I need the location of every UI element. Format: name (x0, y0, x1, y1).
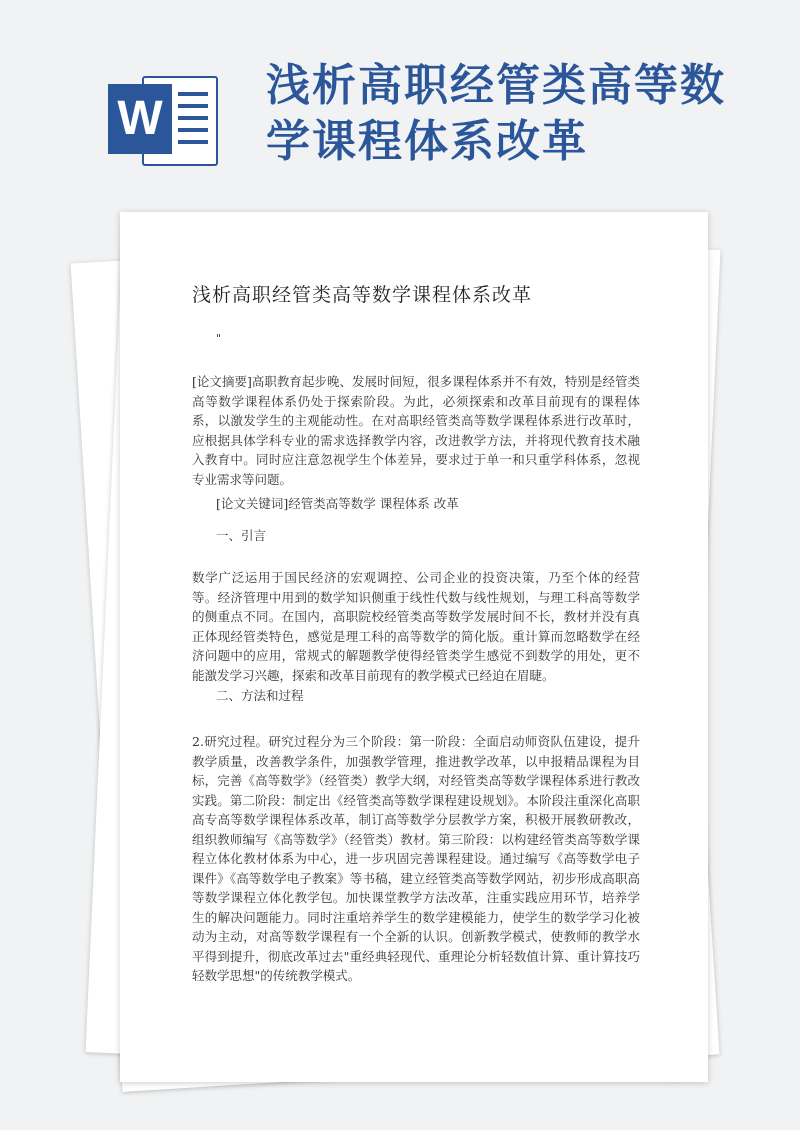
page-title: 浅析高职经管类高等数学课程体系改革 (266, 60, 726, 167)
section2-paragraph: 2.研究过程。研究过程分为三个阶段：第一阶段：全面启动师资队伍建设，提升教学质量，改善教学条件，加强教学管理，推进教学改革，以申报精品课程为目标，完善《高等数学》（经管类）教学大纲，对经管类高等数学课程体系进行教改实践。第二阶段：制定出《经管类高等数学课程建设规划》。本阶段注重深化高职高专高等数学课程体系改革，制订高等数学分层教学方案，积极开展教研教改，组织教师编写《高等数学》（经管类）教材。第三阶段：以构建经管类高等数学课程立体化教材体系为中心，进一步巩固完善课程建设。通过编写《高等数学电子课件》《高等数学电子教案》等书稿，建立经管类高等数学网站，初步形成高职高等数学课程立体化教学包。加快课堂教学方法改革，注重实践应用环节，培养学生的解决问题能力。同时注重培养学生的数学建模能力，使学生的数学学习化被动为主动，对高等数学课程有一个全新的认识。创新教学模式，使教师的教学水平得到提升，彻底改革过去"重经典轻现代、重理论分析轻数值计算、重计算技巧轻数学思想"的传统教学模式。 (192, 734, 640, 983)
section1-heading: 一、引言 (216, 528, 267, 543)
section2-heading: 二、方法和过程 (216, 688, 304, 703)
word-letter-badge: W (108, 84, 172, 154)
keywords-line: [论文关键词]经管类高等数学 课程体系 改革 (216, 496, 459, 511)
document-page (120, 212, 708, 1082)
abstract-paragraph: [论文摘要]高职教育起步晚、发展时间短，很多课程体系并不有效，特别是经管类高等数学课程体系仍处于探索阶段。为此，必须探索和改革目前现有的课程体系，以激发学生的主观能动性。在对高职经管类高等数学课程体系进行改革时，应根据具体学科专业的需求选择教学内容，改进教学方法，并将现代教育技术融入教育中。同时应注意忽视学生个体差异，要求过于单一和只重学科体系，忽视专业需求等问题。 (192, 374, 640, 487)
section1-paragraph: 数学广泛运用于国民经济的宏观调控、公司企业的投资决策，乃至个体的经营等。经济管理中用到的数学知识侧重于线性代数与线性规划，与理工科高等数学的侧重点不同。在国内，高职院校经管类高等数学发展时间不长，教材并没有真正体现经管类特色，感觉是理工科的高等数学的简化版。重计算而忽略数学在经济问题中的应用，常规式的解题教学使得经管类学生感觉不到数学的用处，更不能激发学习兴趣，探索和改革目前现有的教学模式已经迫在眉睫。 (192, 570, 640, 683)
document-title: 浅析高职经管类高等数学课程体系改革 (192, 284, 533, 306)
quote-mark: " (216, 332, 222, 345)
word-document-icon (108, 76, 218, 164)
